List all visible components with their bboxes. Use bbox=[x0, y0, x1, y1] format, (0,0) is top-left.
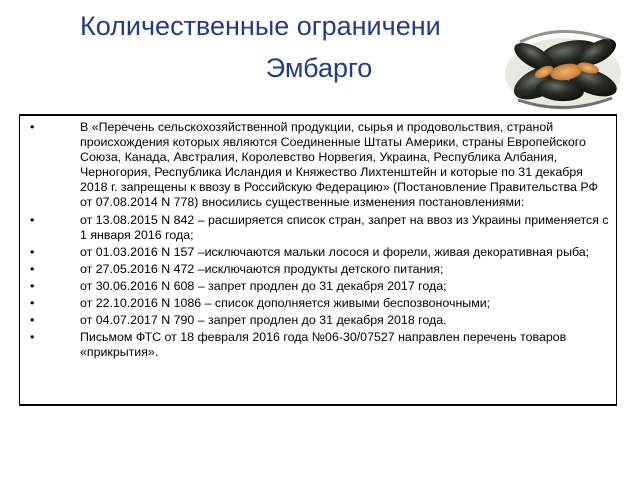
list-item bbox=[20, 120, 616, 211]
list-item-text: Письмом ФТС от 18 февраля 2016 года №06-30/07527 направлен перечень товаров «прикрытия». bbox=[80, 330, 567, 360]
list-item-text: от 30.06.2016 N 608 – запрет продлен до 31 декабря 2017 года; bbox=[80, 278, 447, 293]
list-item-text: от 01.03.2016 N 157 –исключаются мальки лосося и форели, живая декоративная рыба; bbox=[80, 244, 590, 259]
content-box bbox=[19, 114, 617, 406]
list-item bbox=[20, 330, 616, 360]
bullet-icon: • bbox=[30, 261, 35, 276]
list-item bbox=[20, 262, 616, 277]
slide-title-line-2-text: Эмбарго bbox=[265, 53, 373, 83]
bullet-icon: • bbox=[30, 244, 35, 259]
bullet-icon: • bbox=[30, 296, 35, 311]
list-item bbox=[20, 279, 616, 294]
list-item-text: от 13.08.2015 N 842 – расширяется список стран, запрет на ввоз из Украины применяется с 1 января 2016 года; bbox=[80, 212, 609, 242]
bullet-icon: • bbox=[30, 120, 35, 134]
slide-title-line-1: Количественные ограничени bbox=[80, 11, 441, 41]
bullet-list bbox=[20, 120, 616, 362]
bullet-icon: • bbox=[30, 278, 35, 293]
mussels-image bbox=[500, 12, 625, 118]
list-item bbox=[20, 213, 616, 243]
list-item-text: от 27.05.2016 N 472 –исключаются продукты детского питания; bbox=[80, 261, 444, 276]
list-item bbox=[20, 245, 616, 260]
list-item bbox=[20, 313, 616, 328]
list-item-text: от 04.07.2017 N 790 – запрет продлен до 31 декабря 2018 года. bbox=[80, 313, 447, 328]
bullet-icon: • bbox=[30, 212, 35, 227]
list-item-text: В «Перечень сельскохозяйственной продукции, сырья и продовольствия, страной происхождения которых являются Соединенные Штаты Америки, страны Европейского Союза, Канада, Австралия, Королевство Норвегия, Украина, Республика Албания, Черногория, Республика Исландия и Княжество Лихтенштейн и которые по 31 декабря 2018 г. запрещены к ввозу в Российскую Федерацию» (Постановление Правительства РФ от 07.08.2014 N 778) вносились существенные изменения постановлениями: bbox=[80, 120, 598, 210]
bullet-icon: • bbox=[30, 330, 35, 345]
list-item bbox=[20, 296, 616, 311]
bullet-icon: • bbox=[30, 313, 35, 328]
list-item-text: от 22.10.2016 N 1086 – список дополняется живыми беспозвоночными; bbox=[80, 296, 491, 311]
